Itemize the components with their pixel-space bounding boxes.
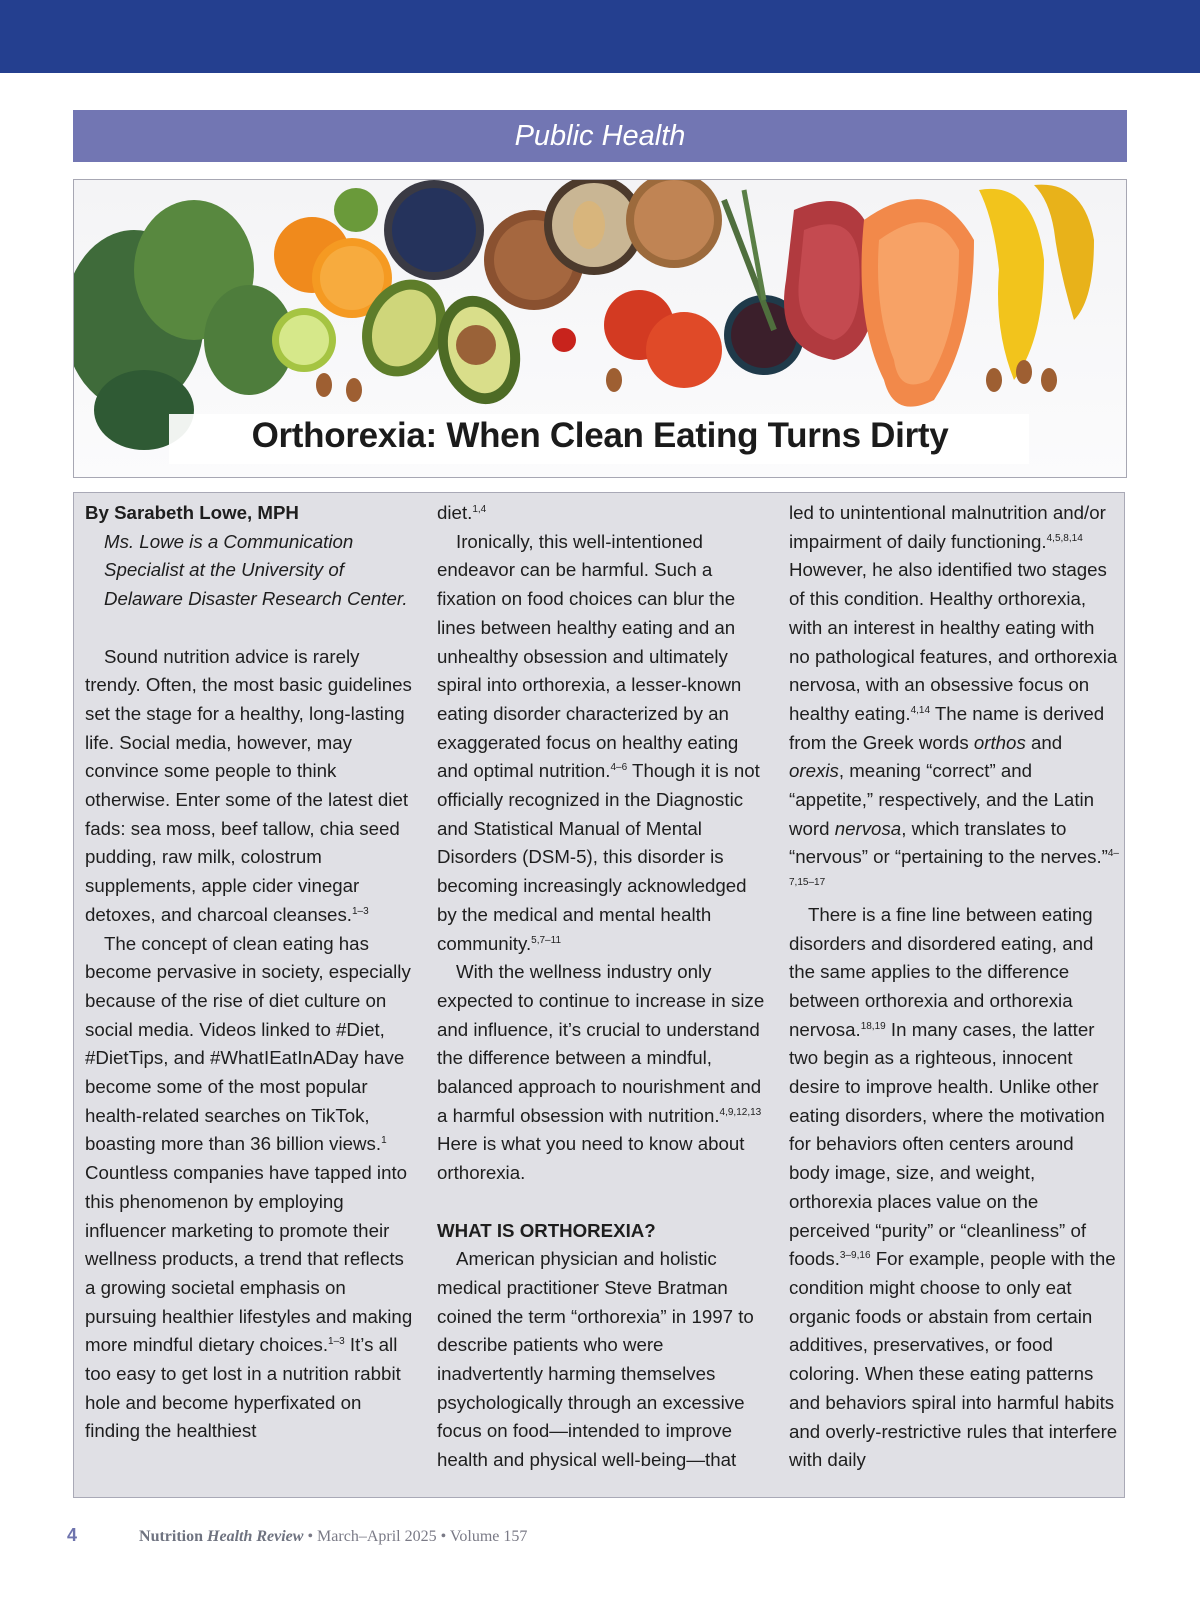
citation: 1–3 (328, 1336, 345, 1348)
journal-name (139, 1528, 303, 1545)
text-run: However, he also identified two stages of this condition. Healthy orthorexia, with an interest in healthy eating with no pathological features, and orthorexia nervosa, with an obsessive focus on healthy eating. (789, 559, 1118, 724)
text-run: There is a fine line between eating disorders and disordered eating, and the same applies to the difference between orthorexia and orthorexia nervosa. (789, 903, 1094, 1040)
column-1-text (85, 643, 415, 1447)
article-column-3 (789, 499, 1119, 1475)
text-run: It’s all too easy to get lost in a nutrition rabbit hole and become hyperfixated on finding the healthiest (85, 1334, 401, 1442)
author-affiliation: Ms. Lowe is a Communication Specialist at the University of Delaware Disaster Research Center. (104, 530, 408, 610)
top-color-band (0, 0, 1200, 73)
page-number: 4 (67, 1525, 78, 1545)
section-heading (437, 1217, 767, 1246)
text-run: WHAT IS ORTHOREXIA? (437, 1219, 656, 1241)
paragraph (437, 1245, 767, 1475)
italic-term: orthos (973, 731, 1026, 753)
text-run: The name is derived from the Greek words (789, 702, 1105, 753)
citation: 1–3 (351, 905, 369, 917)
citation: 4–6 (610, 762, 628, 774)
citation: 4,5,8,14 (1046, 532, 1083, 544)
citation: 5,7–11 (531, 934, 561, 946)
citation: 3–9,16 (839, 1250, 871, 1262)
page-footer (67, 1525, 527, 1546)
issue-info: • March–April 2025 • Volume 157 (303, 1528, 528, 1545)
text-run: led to unintentional malnutrition and/or impairment of daily functioning. (789, 502, 1106, 552)
text-run: The concept of clean eating has become pervasive in society, especially because of the rise of diet culture on social media. Videos linked to #Diet, #DietTips, and #WhatIEatInADay have become some of the most popular health-related searches on TikTok, boasting more than 36 billion views. (85, 932, 411, 1155)
text-run: Sound nutrition advice is rarely trendy. Often, the most basic guidelines set the stage for a healthy, long-lasting life. Social media, however, may convince some people to think otherwise. Enter some of the latest diet fads: sea moss, beef tallow, chia seed pudding, raw milk, colostrum supplements, apple cider vinegar detoxes, and charcoal cleanses. (85, 645, 412, 925)
text-run: In many cases, the latter two begin as a righteous, innocent desire to improve health. Unlike other eating disorders, where the motivation for behaviors often centers around body image, size, and weight, orthorexia places value on the perceived “purity” or “cleanliness” of foods. (789, 1018, 1105, 1270)
citation: 4,9,12,13 (719, 1106, 762, 1118)
hero-image (73, 179, 1127, 478)
citation: 4,14 (910, 704, 931, 716)
journal-name-first: Nutrition (139, 1528, 204, 1545)
text-run: , meaning “correct” and “appetite,” respectively, and the Latin word (789, 760, 1095, 839)
spacer (437, 1188, 767, 1217)
paragraph (437, 499, 767, 528)
paragraph (789, 499, 1119, 901)
spacer (85, 614, 415, 643)
italic-term: nervosa (834, 817, 902, 839)
journal-name-second: Health Review (207, 1528, 304, 1545)
text-run: Here is what you need to know about orthorexia. (437, 1133, 745, 1184)
text-run: American physician and holistic medical practitioner Steve Bratman coined the term “orthorexia” in 1997 to describe patients who were inadvertently harming themselves psychologically through an excessive focus on food—intended to improve health and physical well-being—that (437, 1248, 754, 1471)
italic-term: orexis (789, 760, 839, 782)
column-3-text (789, 499, 1119, 1475)
text-run: and (1025, 731, 1063, 753)
article-column-1 (85, 499, 415, 1446)
paragraph (437, 528, 767, 959)
text-run: For example, people with the condition might choose to only eat organic foods or abstain from certain additives, preservatives, or food coloring. When these eating patterns and behaviors spiral into harmful habits and overly-restrictive rules that interfere with daily (789, 1248, 1118, 1471)
citation: 1 (381, 1135, 387, 1147)
paragraph (789, 901, 1119, 1475)
section-title: Public Health (73, 110, 1127, 162)
paragraph (85, 643, 415, 930)
citation: 4–7,15–17 (789, 848, 1119, 889)
byline: By Sarabeth Lowe, MPH (85, 502, 299, 523)
text-run: , which translates to “nervous” or “pertaining to the nerves.” (789, 817, 1108, 868)
text-run: Countless companies have tapped into this phenomenon by employing influencer marketing to promote their wellness products, a trend that reflects a growing societal emphasis on pursuing healthier lifestyles and making more mindful dietary choices. (85, 1162, 413, 1356)
text-run: Ironically, this well-intentioned endeavor can be harmful. Such a fixation on food choices can blur the lines between healthy eating and an unhealthy obsession and ultimately spiral into orthorexia, a lesser-known eating disorder characterized by an exaggerated focus on healthy eating and optimal nutrition. (437, 530, 742, 782)
text-run: Though it is not officially recognized in the Diagnostic and Statistical Manual of Mental Disorders (DSM-5), this disorder is becoming increasingly acknowledged by the medical and mental health community. (437, 760, 760, 954)
text-run: diet. (437, 502, 473, 523)
paragraph (85, 930, 415, 1447)
citation: 18,19 (860, 1020, 886, 1032)
article-column-2 (437, 499, 767, 1475)
article-headline: Orthorexia: When Clean Eating Turns Dirty (251, 416, 949, 455)
column-2-text (437, 499, 767, 1475)
citation: 1,4 (472, 504, 487, 515)
text-run: With the wellness industry only expected to continue to increase in size and influence, it’s crucial to understand the difference between a mindful, balanced approach to nourishment and a harmful obsession with nutrition. (437, 961, 765, 1126)
paragraph (437, 958, 767, 1188)
article-body (73, 492, 1125, 1498)
